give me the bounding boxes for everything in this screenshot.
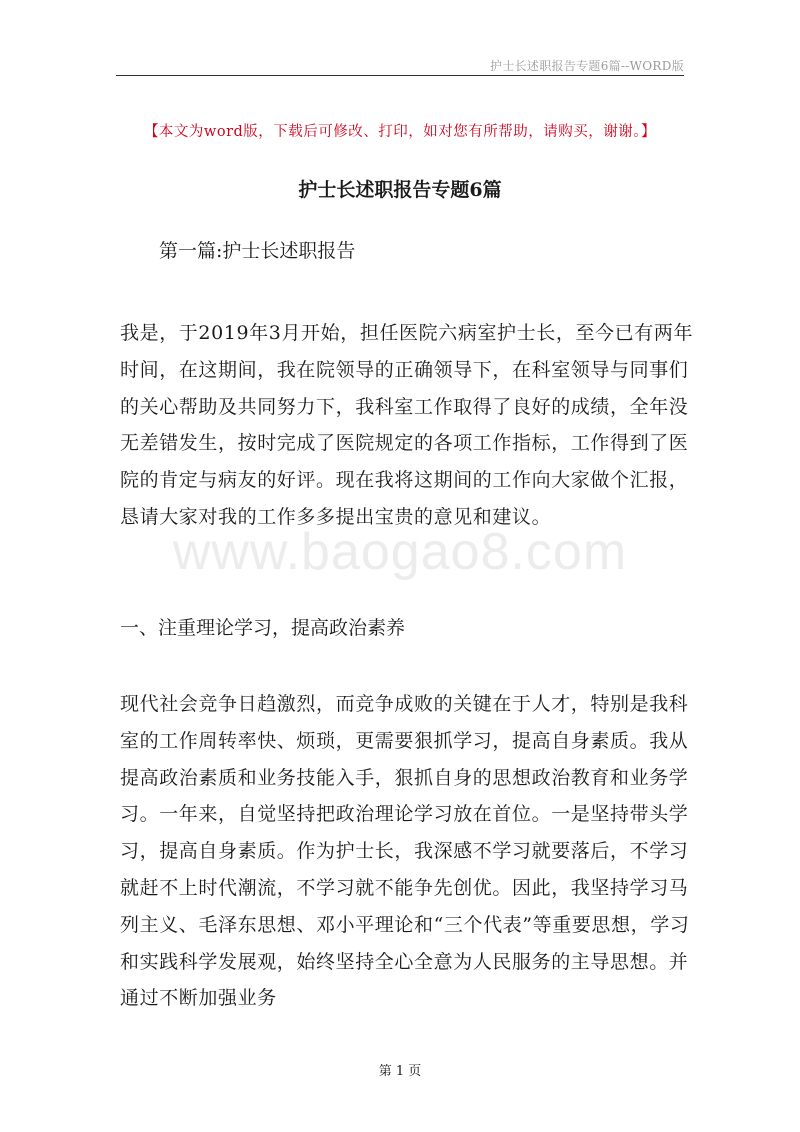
page-number: 第 1 页 xyxy=(378,1064,422,1079)
intro-paragraph: 我是，于2019年3月开始，担任医院六病室护士长，至今已有两年时间，在这期间，我在院领导的正确领导下，在科室领导与同事们的关心帮助及共同努力下，我科室工作取得了良好的成绩，全年没无差错发生，按时完成了医院规定的各项工作指标，工作得到了医院的肯定与病友的好评。现在我将这期间的工作向大家做个汇报，恳请大家对我的工作多多提出宝贵的意见和建议。 xyxy=(120,322,694,528)
section-paragraph: 现代社会竞争日趋激烈，而竞争成败的关键在于人才，特别是我科室的工作周转率快、烦琐，更需要狠抓学习，提高自身素质。我从提高政治素质和业务技能入手，狠抓自身的思想政治教育和业务学习。一年来，自觉坚持把政治理论学习放在首位。一是坚持带头学习，提高自身素质。作为护士长，我深感不学习就要落后，不学习就赶不上时代潮流，不学习就不能争先创优。因此，我坚持学习马列主义、毛泽东思想、邓小平理论和“三个代表”等重要思想，学习和实践科学发展观，始终坚持全心全意为人民服务的主导思想。并通过不断加强业务 xyxy=(120,693,690,1010)
watermark: www.baogao8.com xyxy=(172,523,628,581)
header-divider xyxy=(116,75,684,76)
section-heading: 一、注重理论学习，提高政治素养 xyxy=(120,617,406,639)
chapter-subtitle: 第一篇:护士长述职报告 xyxy=(159,240,356,262)
purchase-notice: 【本文为word版，下载后可修改、打印，如对您有所帮助，请购买，谢谢。】 xyxy=(143,124,657,140)
document-title: 护士长述职报告专题6篇 xyxy=(298,179,502,201)
running-header: 护士长述职报告专题6篇--WORD版 xyxy=(490,59,684,73)
